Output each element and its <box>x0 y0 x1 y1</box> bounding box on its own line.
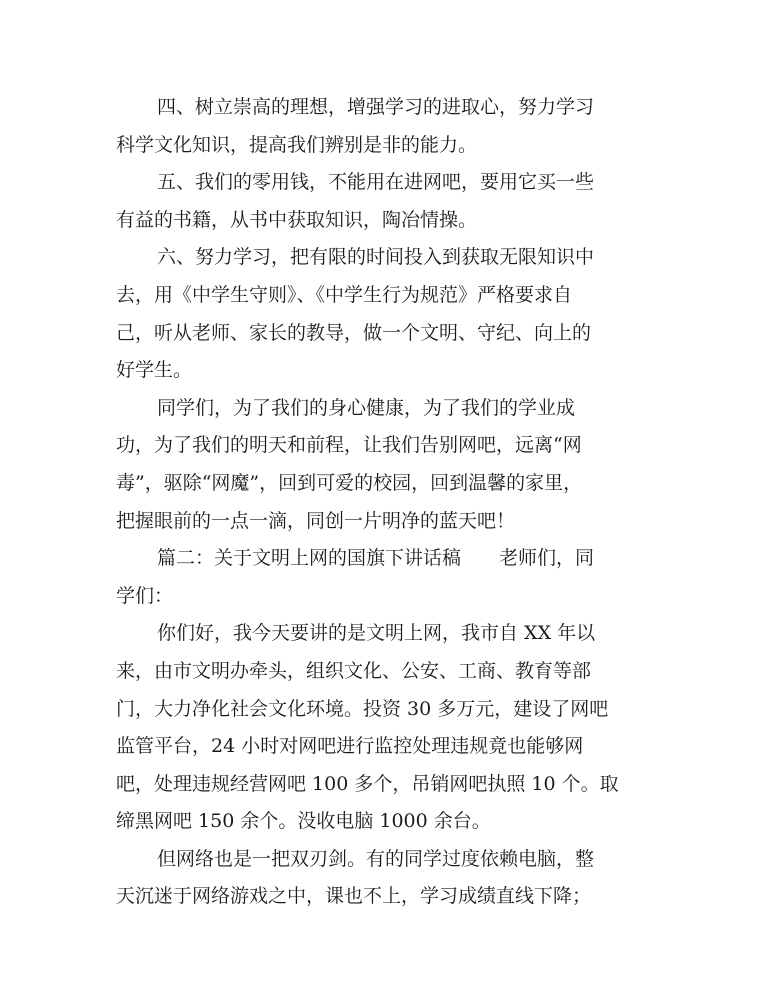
text-line: 缔黑网吧 150 余个。没收电脑 1000 余台。 <box>116 810 491 833</box>
text-line: 学们： <box>116 584 174 607</box>
text-line: 有益的书籍，从书中获取知识，陶冶情操。 <box>116 208 478 231</box>
text-line: 天沉迷于网络游戏之中，课也不上，学习成绩直线下降； <box>116 885 592 908</box>
text-line: 六、努力学习，把有限的时间投入到获取无限知识中 <box>157 246 595 269</box>
text-line: 功，为了我们的明天和前程，让我们告别网吧，远离“网 <box>116 434 582 457</box>
section-heading-line: 篇二：关于文明上网的国旗下讲话稿 老师们，同 <box>157 547 595 570</box>
text-line: 你们好，我今天要讲的是文明上网，我市自 XX 年以 <box>157 622 596 645</box>
text-line: 去，用《中学生守则》、《中学生行为规范》严格要求自 <box>116 283 573 306</box>
text-line: 五、我们的零用钱，不能用在进网吧，要用它买一些 <box>157 171 595 194</box>
text-line: 好学生。 <box>116 359 193 382</box>
text-line: 四、树立崇高的理想，增强学习的进取心，努力学习 <box>157 96 595 118</box>
text-line: 吧，处理违规经营网吧 100 多个，吊销网吧执照 10 个。取 <box>116 772 619 795</box>
text-line: 同学们，为了我们的身心健康，为了我们的学业成 <box>157 396 576 419</box>
text-line: 把握眼前的一点一滴，同创一片明净的蓝天吧！ <box>116 509 516 532</box>
text-line: 来，由市文明办牵头，组织文化、公安、工商、教育等部 <box>116 659 592 682</box>
text-line: 毒”，驱除“网魔”，回到可爱的校园，回到温馨的家里， <box>116 471 583 494</box>
text-line: 己，听从老师、家长的教导，做一个文明、守纪、向上的 <box>116 321 592 344</box>
text-line: 科学文化知识，提高我们辨别是非的能力。 <box>116 133 478 156</box>
text-line: 门，大力净化社会文化环境。投资 30 多万元，建设了网吧 <box>116 697 609 720</box>
text-line: 但网络也是一把双刃剑。有的同学过度依赖电脑，整 <box>157 847 595 870</box>
text-line: 监管平台，24 小时对网吧进行监控处理违规竟也能够网 <box>116 735 584 758</box>
document-body <box>116 89 646 916</box>
